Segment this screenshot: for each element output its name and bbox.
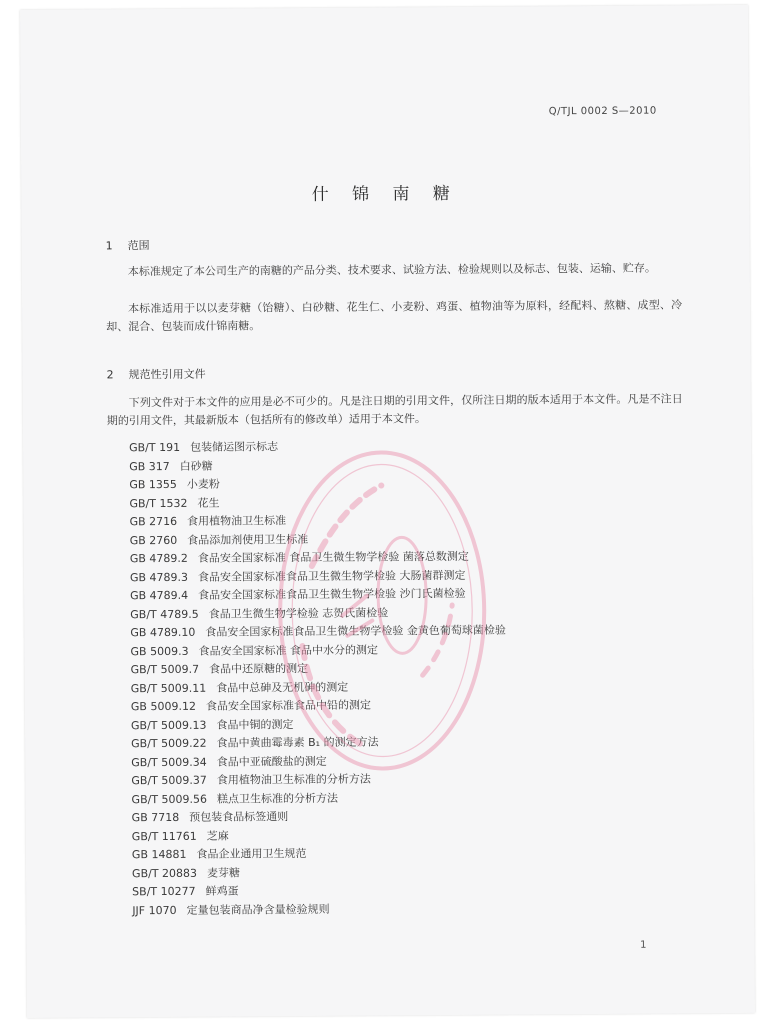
reference-code: GB 1355 [129, 477, 177, 492]
reference-code: GB/T 191 [129, 440, 181, 455]
reference-code: GB/T 1532 [129, 496, 188, 510]
reference-title: 食品中还原糖的测定 [209, 662, 309, 676]
reference-title: 白砂糖 [179, 459, 213, 473]
reference-title: 食品添加剂使用卫生标准 [187, 532, 309, 547]
reference-code: GB 14881 [131, 847, 187, 862]
reference-code: GB/T 5009.13 [130, 718, 207, 732]
reference-title: 定量包装商品净含量检验规则 [186, 902, 330, 917]
reference-code: GB 4789.10 [130, 625, 196, 640]
reference-item [132, 899, 508, 920]
reference-code: GB 4789.4 [130, 588, 189, 603]
reference-code: GB/T 5009.37 [131, 773, 207, 788]
reference-title: 食品安全国家标准 食品卫生微生物学检验 菌落总数测定 [197, 549, 469, 565]
standard-code: Q/TJL 0002 S—2010 [548, 105, 657, 118]
reference-code: GB 5009.12 [130, 699, 196, 714]
reference-code: GB 4789.3 [129, 570, 189, 584]
reference-title: 食用植物油卫生标准 [187, 514, 287, 528]
reference-code: GB/T 5009.34 [131, 755, 207, 769]
reference-title: 芝麻 [206, 829, 229, 843]
reference-title: 食用植物油卫生标准的分析方法 [216, 772, 371, 787]
reference-title: 食品企业通用卫生规范 [196, 847, 307, 861]
reference-title: 食品中亚硫酸盐的测定 [216, 754, 327, 769]
reference-title: 食品中总砷及无机砷的测定 [216, 680, 349, 695]
reference-code: GB/T 11761 [131, 829, 197, 843]
reference-title: 食品安全国家标准食品卫生微生物学检验 大肠菌群测定 [197, 568, 466, 584]
reference-list [129, 437, 508, 921]
reference-title: 花生 [197, 496, 220, 510]
reference-code: JJF 1070 [132, 903, 177, 917]
reference-item [130, 548, 506, 569]
section-2-heading [106, 366, 205, 383]
reference-code: GB/T 5009.7 [130, 662, 200, 677]
reference-code: GB 2716 [129, 514, 178, 529]
section-1-paragraph-2: 本标准适用于以以麦芽糖（饴糖）、白砂糖、花生仁、小麦粉、鸡蛋、植物油等为原料，经配料、熬糖、成型、冷却、混合、包装而成什锦南糖。 [106, 298, 683, 334]
reference-title: 糕点卫生标准的分析方法 [216, 791, 339, 806]
section-1-heading [106, 237, 150, 253]
reference-code: GB/T 20883 [131, 866, 198, 880]
reference-code: GB/T 5009.56 [131, 792, 208, 806]
section-title: 范围 [127, 239, 150, 253]
reference-title: 食品卫生微生物学检验 志贺氏菌检验 [208, 605, 389, 621]
reference-code: GB/T 5009.22 [131, 736, 207, 751]
reference-code: GB 317 [129, 459, 170, 473]
reference-title: 小麦粉 [186, 477, 220, 491]
reference-item [130, 585, 506, 606]
reference-title: 食品安全国家标准食品中铅的测定 [205, 698, 371, 713]
reference-code: GB 2760 [129, 533, 178, 547]
reference-code: GB 7718 [131, 810, 180, 825]
section-number: 2 [106, 368, 114, 382]
reference-code: SB/T 10277 [132, 884, 196, 899]
reference-title: 食品安全国家标准食品卫生微生物学检验 金黄色葡萄球菌检验 [205, 623, 506, 639]
reference-title: 预包装食品标签通则 [189, 810, 289, 824]
reference-title: 包装储运图示标志 [190, 440, 279, 454]
document-page [20, 5, 755, 1018]
section-number: 1 [105, 239, 113, 253]
reference-title: 鲜鸡蛋 [205, 884, 239, 898]
section-1-paragraph-1: 本标准规定了本公司生产的南糖的产品分类、技术要求、试验方法、检验规则以及标志、包装、运输、贮存。 [127, 261, 656, 279]
section-title: 规范性引用文件 [128, 367, 206, 382]
reference-title: 食品中黄曲霉毒素 B₁ 的测定方法 [216, 735, 379, 750]
reference-code: GB 5009.3 [130, 644, 189, 658]
reference-item [130, 622, 506, 643]
reference-code: GB/T 5009.11 [130, 681, 207, 695]
reference-title: 食品中铜的测定 [216, 717, 294, 732]
reference-code: GB/T 4789.5 [130, 607, 199, 621]
reference-code: GB 4789.2 [129, 551, 188, 566]
reference-title: 麦芽糖 [206, 865, 241, 880]
reference-title: 食品安全国家标准 食品中水分的测定 [198, 643, 379, 658]
page-number: 1 [640, 939, 647, 951]
document-title: 什 锦 南 糖 [311, 183, 459, 205]
reference-title: 食品安全国家标准食品卫生微生物学检验 沙门氏菌检验 [198, 586, 466, 602]
section-2-paragraph-1: 下列文件对于本文件的应用是必不可少的。凡是注日期的引用文件，仅所注日期的版本适用于本文件。凡是不注日期的引用文件，其最新版本（包括所有的修改单）适用于本文件。 [106, 392, 683, 428]
